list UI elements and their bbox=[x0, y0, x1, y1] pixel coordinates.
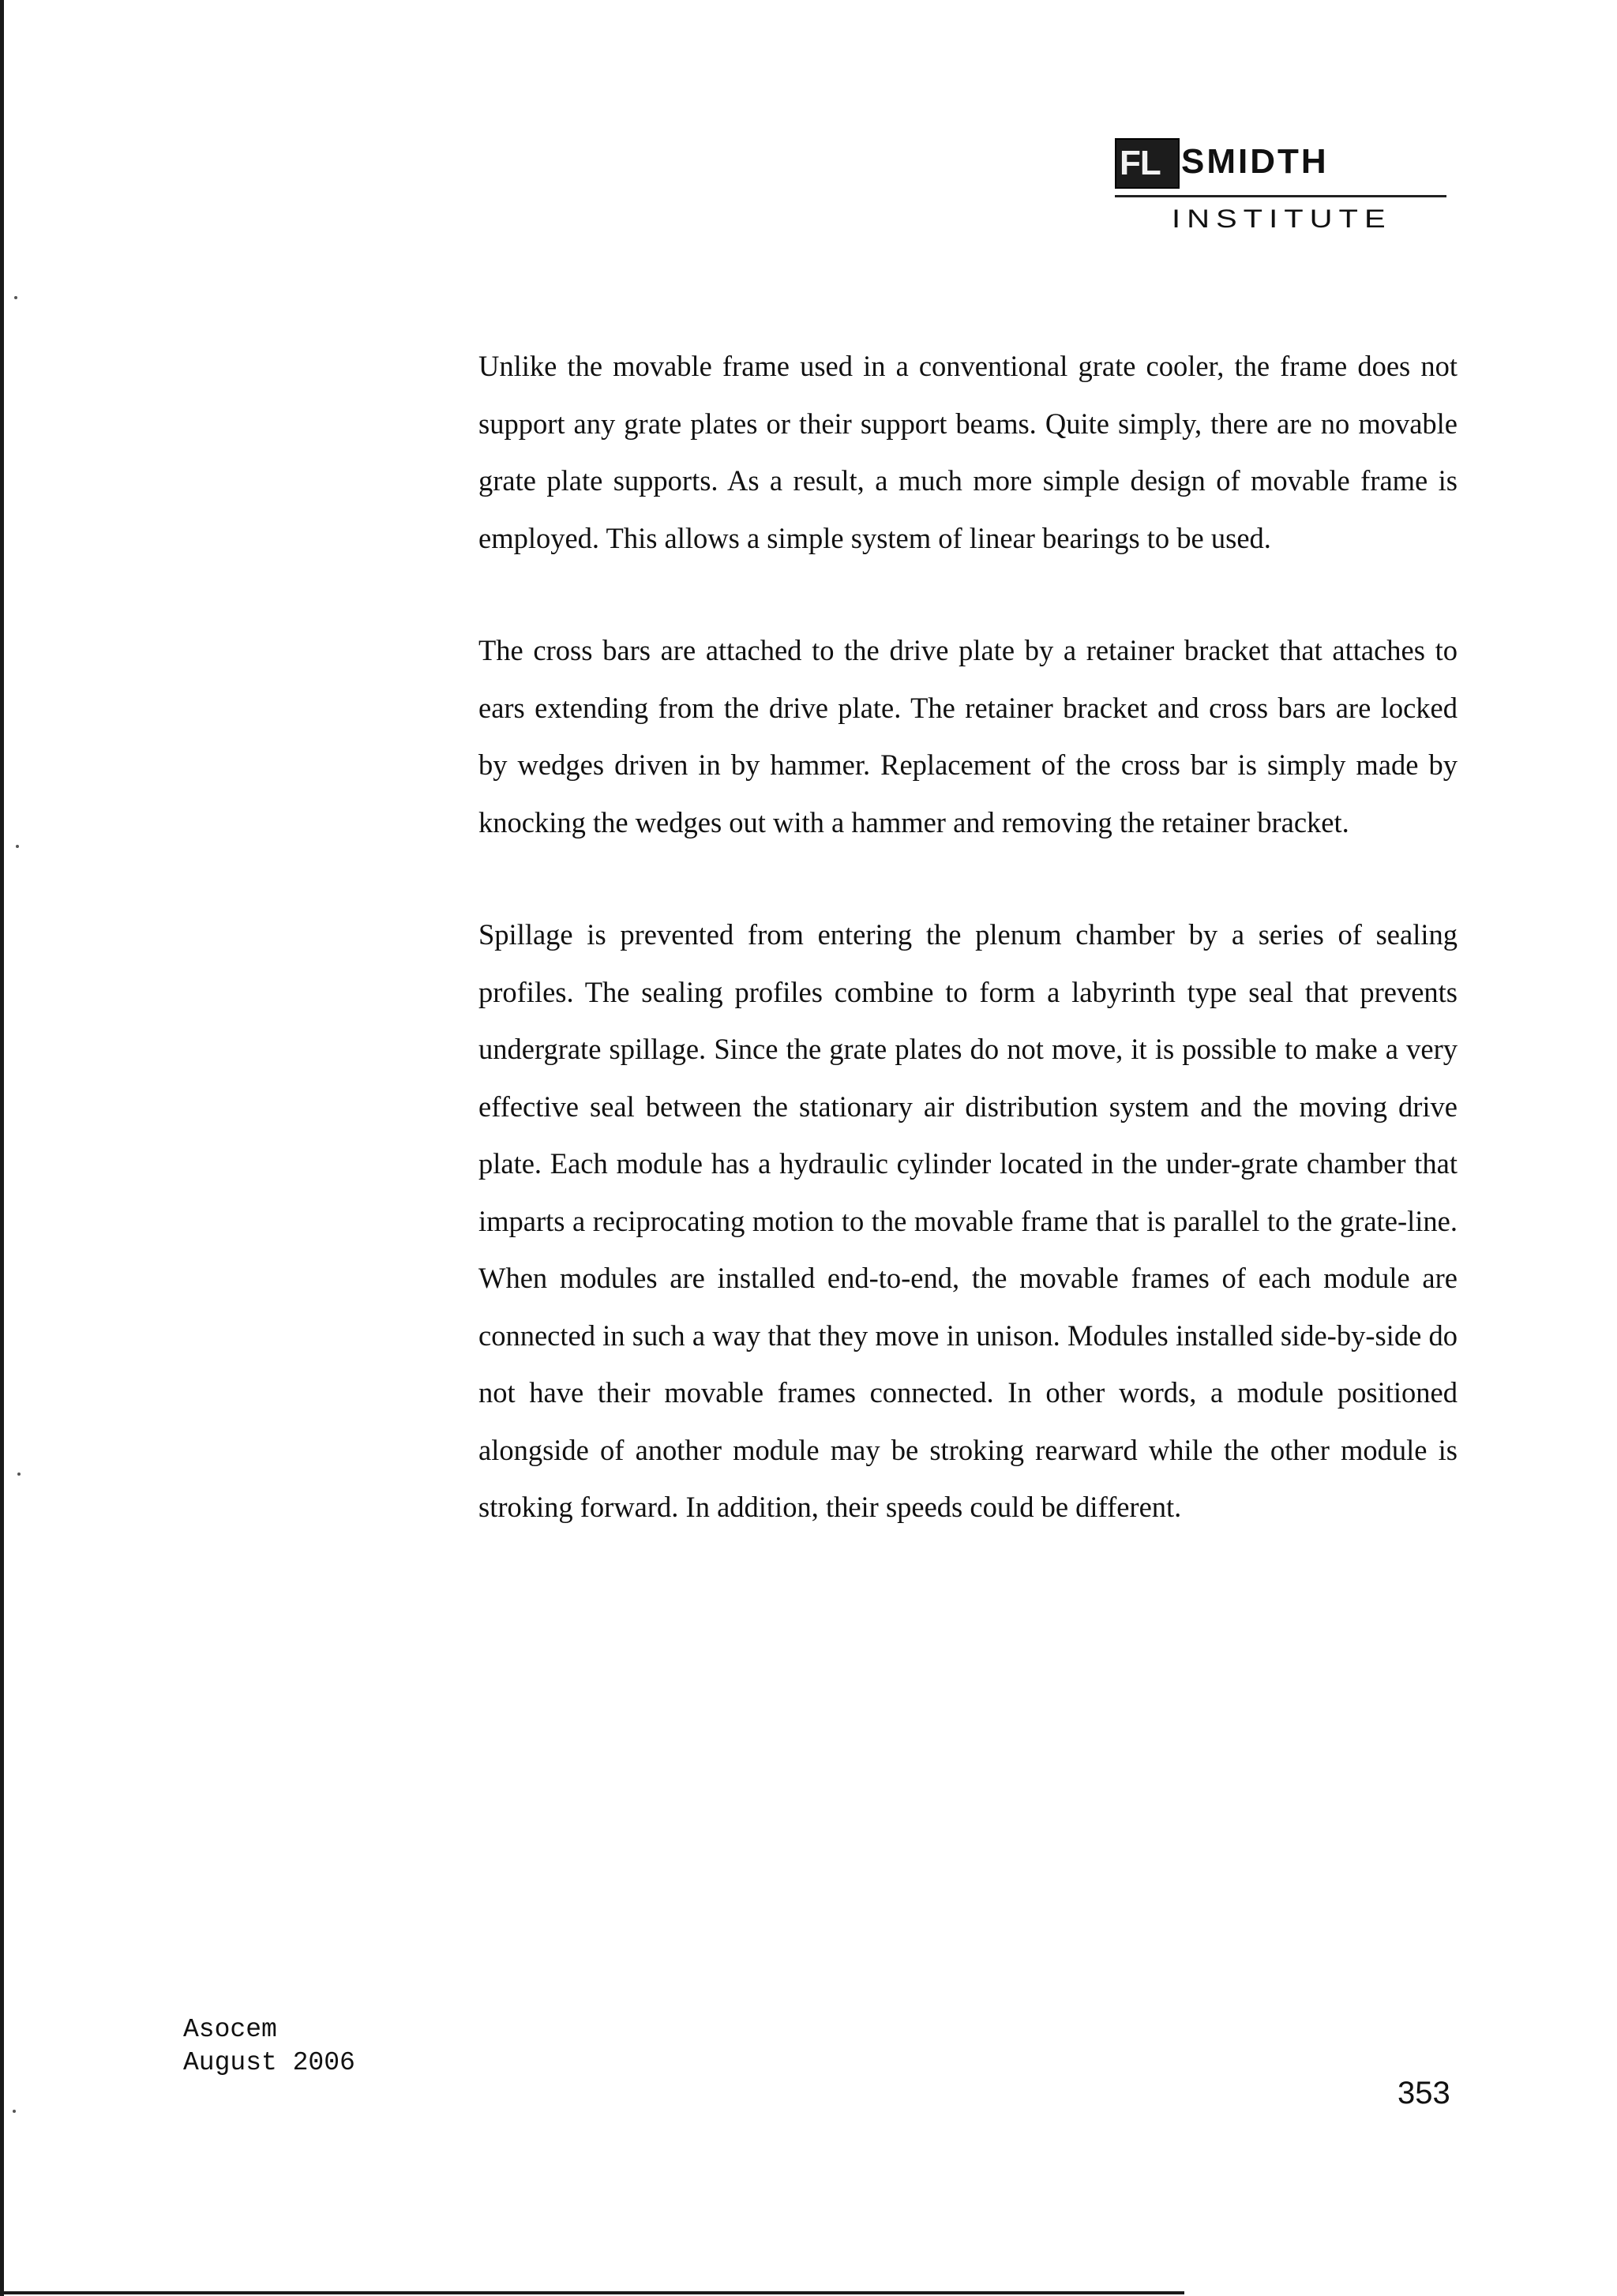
flsmidth-institute-logo bbox=[1115, 138, 1454, 249]
logo-rule bbox=[1115, 195, 1446, 197]
footer-organization: Asocem bbox=[183, 2015, 277, 2044]
scan-speck bbox=[16, 845, 19, 848]
scan-speck bbox=[17, 1473, 21, 1476]
scan-left-edge bbox=[0, 0, 4, 2296]
logo-subtitle: INSTITUTE bbox=[1172, 204, 1392, 233]
logo-box bbox=[1115, 138, 1180, 189]
scan-bottom-edge bbox=[0, 2291, 1184, 2294]
page-number: 353 bbox=[1398, 2076, 1450, 2110]
paragraph: Unlike the movable frame used in a conventional grate cooler, the frame does not support any grate plates or their support beams. Quite simply, there are no movable grate plate supports. As a result, a much more simple design of movable frame is employed. This allows a simple system of linear bearings to be used. bbox=[478, 350, 1458, 554]
paragraph: The cross bars are attached to the drive plate by a retainer bracket that attaches to ears extending from the drive plate. The retainer bracket and cross bars are locked by wedges driven in by hammer. Replacement of the cross bar is simply made by knocking the wedges out with a hammer and removing the retainer bracket. bbox=[478, 634, 1458, 838]
footer-date: August 2006 bbox=[183, 2048, 355, 2077]
footer-meta bbox=[183, 2013, 355, 2080]
logo-name: SMIDTH bbox=[1181, 142, 1329, 181]
paragraph: Spillage is prevented from entering the plenum chamber by a series of sealing profiles. The sealing profiles combine to form a labyrinth type seal that prevents undergrate spillage. Since the grate plates do not move, it is possible to make a very effective seal between the stationary air distribution system and the moving drive plate. Each module has a hydraulic cylinder located in the under-grate chamber that imparts a reciprocating motion to the movable frame that is parallel to the grate-line. When modules are installed end-to-end, the movable frames of each module are connected in such a way that they move in unison. Modules installed side-by-side do not have their movable frames connected. In other words, a module positioned alongside of another module may be stroking rearward while the other module is stroking forward. In addition, their speeds could be different. bbox=[478, 918, 1458, 1523]
scan-speck bbox=[14, 296, 17, 299]
body-text bbox=[478, 338, 1458, 1592]
logo-box-text: FL bbox=[1120, 144, 1161, 182]
scan-speck bbox=[13, 2110, 16, 2113]
